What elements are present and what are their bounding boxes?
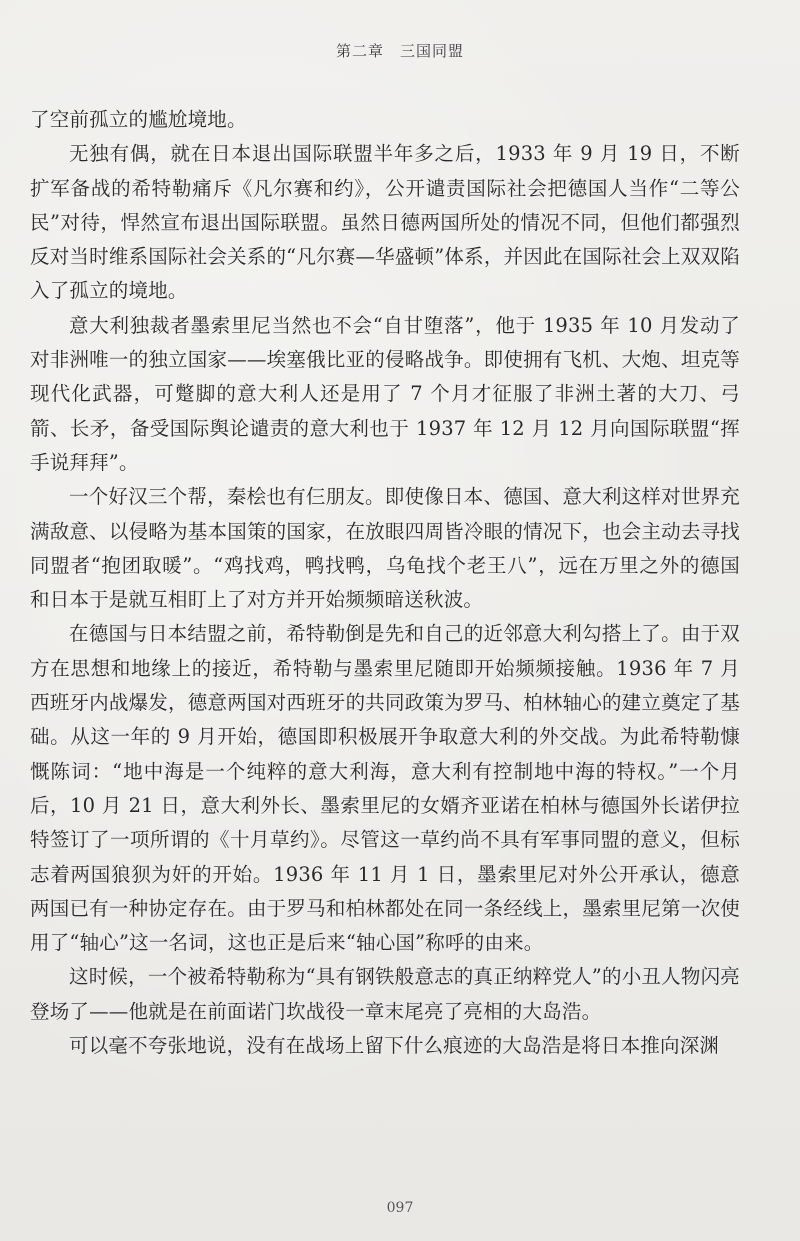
page-number: 097 [386, 1200, 414, 1216]
paragraph: 这时候，一个被希特勒称为“具有钢铁般意志的真正纳粹党人”的小丑人物闪亮登场了——他就是在前面诺门坎战役一章末尾亮了亮相的大岛浩。 [30, 965, 740, 1023]
paragraph: 可以毫不夸张地说，没有在战场上留下什么痕迹的大岛浩是将日本推向深渊 [69, 1034, 720, 1058]
paragraph: 无独有偶，就在日本退出国际联盟半年多之后，1933 年 9 月 19 日，不断扩军备战的希特勒痛斥《凡尔赛和约》，公开谴责国际社会把德国人当作“二等公民”对待，悍然宣布退出国际联盟。虽然日德两国所处的情况不同，但他们都强烈反对当时维系国际社会关系的“凡尔赛—华盛顿”体系，并因此在国际社会上双双陷入了孤立的境地。 [30, 142, 740, 303]
paragraph-continued: 了空前孤立的尴尬境地。 [30, 108, 247, 131]
body-text [30, 103, 740, 1063]
paragraph: 在德国与日本结盟之前，希特勒倒是先和自己的近邻意大利勾搭上了。由于双方在思想和地缘上的接近，希特勒与墨索里尼随即开始频频接触。1936 年 7 月西班牙内战爆发，德意两国对西班牙的共同政策为罗马、柏林轴心的建立奠定了基础。从这一年的 9 月开始，德国即积极展开争取意大利的外交战。为此希特勒慷慨陈词：“地中海是一个纯粹的意大利海，意大利有控制地中海的特权。”一个月后，10 月 21 日，意大利外长、墨索里尼的女婿齐亚诺在柏林与德国外长诺伊拉特签订了一项所谓的《十月草约》。尽管这一草约尚不具有军事同盟的意义，但标志着两国狼狈为奸的开始。1936 年 11 月 1 日，墨索里尼对外公开承认，德意两国已有一种协定存在。由于罗马和柏林都处在同一条经线上，墨索里尼第一次使用了“轴心”这一名词，这也正是后来“轴心国”称呼的由来。 [30, 622, 740, 955]
paragraph: 一个好汉三个帮，秦桧也有仨朋友。即使像日本、德国、意大利这样对世界充满敌意、以侵略为基本国策的国家，在放眼四周皆冷眼的情况下，也会主动去寻找同盟者“抱团取暖”。“鸡找鸡，鸭找鸭，乌龟找个老王八”，远在万里之外的德国和日本于是就互相盯上了对方并开始频频暗送秋波。 [30, 485, 740, 612]
paragraph: 意大利独裁者墨索里尼当然也不会“自甘堕落”，他于 1935 年 10 月发动了对非洲唯一的独立国家——埃塞俄比亚的侵略战争。即使拥有飞机、大炮、坦克等现代化武器，可蹩脚的意大利人还是用了 7 个月才征服了非洲土著的大刀、弓箭、长矛，备受国际舆论谴责的意大利也于 1937 年 12 月 12 月向国际联盟“挥手说拜拜”。 [30, 313, 740, 474]
running-header: 第二章 三国同盟 [335, 42, 464, 60]
